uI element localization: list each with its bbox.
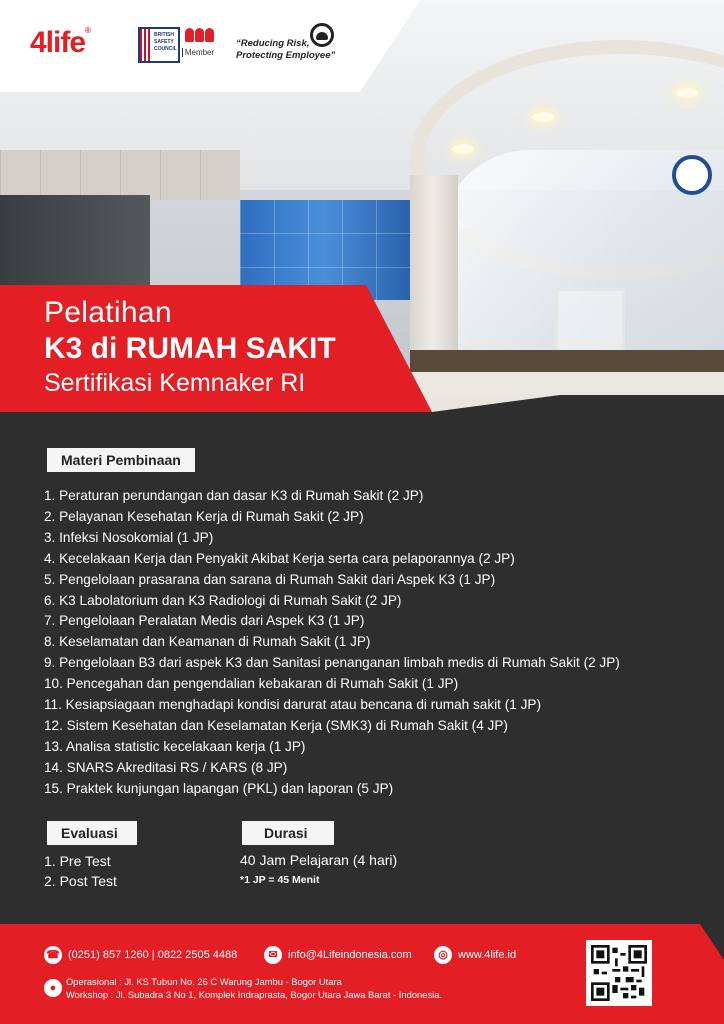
footer-phone[interactable]: (0251) 857 1260 | 0822 2505 4488 [68,949,238,961]
globe-icon: ◎ [434,946,452,964]
durasi-heading: Durasi [242,821,334,845]
location-pin-icon: ● [44,979,62,997]
title-line3: Sertifikasi Kemnaker RI [44,369,306,397]
list-item: 4. Kecelakaan Kerja dan Penyakit Akibat Kerja serta cara pelaporannya (2 JP) [44,550,515,566]
qr-code-icon [591,945,647,1001]
qr-code[interactable] [586,940,652,1006]
list-item: 6. K3 Labolatorium dan K3 Radiologi di Rumah Sakit (2 JP) [44,592,402,608]
email-icon: ✉ [264,946,282,964]
durasi-value: 40 Jam Pelajaran (4 hari) [240,852,398,868]
british-safety-council-logo: BRITISH SAFETY COUNCIL [138,27,180,63]
list-item: 2. Pelayanan Kesehatan Kerja di Rumah Sakit (2 JP) [44,508,364,524]
list-item: 9. Pengelolaan B3 dari aspek K3 dan Sanitasi penanganan limbah medis di Rumah Sakit (2 JP) [44,655,620,671]
list-item: 1. Peraturan perundangan dan dasar K3 di Rumah Sakit (2 JP) [44,488,424,503]
materi-list [44,486,724,800]
footer-website[interactable]: www.4life.id [458,949,517,961]
footer-email[interactable]: info@4Lifeindonesia.com [288,949,412,961]
materi-heading: Materi Pembinaan [47,448,195,472]
member-badge: Member [182,26,216,64]
motto: “Reducing Risk, Protecting Employee” [236,38,336,61]
list-item: 1. Pre Test [44,853,111,869]
list-item: 11. Kesiapsiagaan menghadapi kondisi darurat atau bencana di rumah sakit (1 JP) [44,697,541,713]
phone-icon: ☎ [44,946,62,964]
list-item: 13. Analisa statistic kecelakaan kerja (1 JP) [44,738,306,754]
list-item: 14. SNARS Akreditasi RS / KARS (8 JP) [44,759,288,775]
list-item: 3. Infeksi Nosokomial (1 JP) [44,529,214,545]
list-item: 12. Sistem Kesehatan dan Keselamatan Kerja (SMK3) di Rumah Sakit (4 JP) [44,717,508,733]
list-item: 7. Pengelolaan Peralatan Medis dari Aspek K3 (1 JP) [44,613,365,629]
list-item: 5. Pengelolaan prasarana dan sarana di Rumah Sakit dari Aspek K3 (1 JP) [44,571,496,587]
list-item: 15. Praktek kunjungan lapangan (PKL) dan laporan (5 JP) [44,780,394,796]
page-title [44,296,336,398]
members-icon [182,26,216,42]
durasi-note: *1 JP = 45 Menit [240,874,320,886]
list-item: 10. Pencegahan dan pengendalian kebakaran di Rumah Sakit (1 JP) [44,676,459,692]
evaluasi-list [44,851,117,891]
4life-logo: 4life® [30,26,90,59]
title-line2: K3 di RUMAH SAKIT [44,332,336,365]
evaluasi-heading: Evaluasi [47,821,137,845]
title-line1: Pelatihan [44,296,172,329]
list-item: 8. Keselamatan dan Keamanan di Rumah Sakit (1 JP) [44,634,371,650]
footer-address: Operasional : Jl. KS Tubun No. 26 C Warung Jambu - Bogor Utara Workshop : Jl. Subadra 3 No 1, Komplek Indraprasta, Bogor Utara Jawa Barat - Indonesia. [66,976,443,1000]
list-item: 2. Post Test [44,873,117,889]
